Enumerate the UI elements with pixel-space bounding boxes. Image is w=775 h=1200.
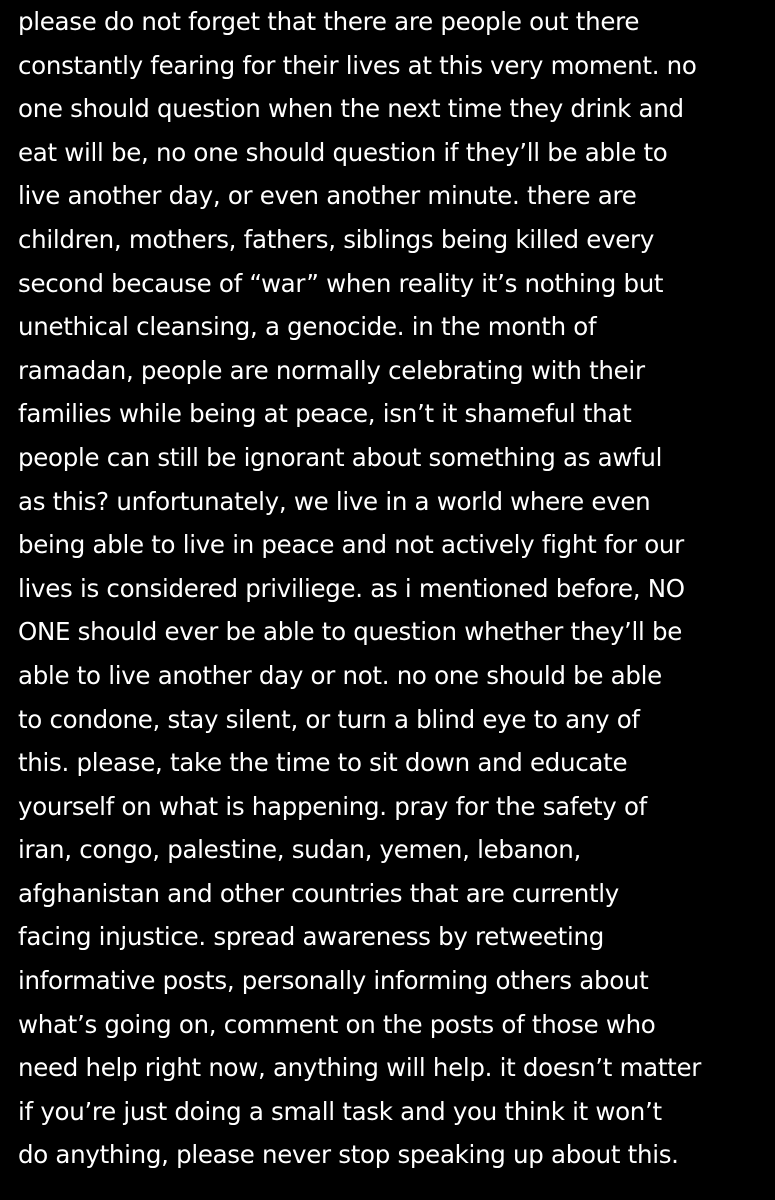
- note-line: informative posts, personally informing others about: [18, 966, 649, 996]
- note-line: afghanistan and other countries that are currently: [18, 878, 619, 908]
- note-line: constantly fearing for their lives at this very moment. no: [18, 50, 697, 80]
- note-line: lives is considered priviliege. as i mentioned before, NO: [18, 573, 685, 603]
- note-line: need help right now, anything will help. it doesn’t matter: [18, 1053, 702, 1083]
- note-line: this. please, take the time to sit down and educate: [18, 748, 628, 778]
- note-line: one should question when the next time they drink and: [18, 94, 684, 124]
- note-text-body: [18, 0, 763, 1177]
- note-line: as this? unfortunately, we live in a world where even: [18, 486, 651, 516]
- note-line: ONE should ever be able to question whether they’ll be: [18, 617, 683, 647]
- note-line: ramadan, people are normally celebrating with their: [18, 355, 645, 385]
- note-line: to condone, stay silent, or turn a blind eye to any of: [18, 704, 640, 734]
- note-line: iran, congo, palestine, sudan, yemen, lebanon,: [18, 835, 581, 865]
- note-line: unethical cleansing, a genocide. in the month of: [18, 312, 597, 342]
- note-line: if you’re just doing a small task and you think it won’t: [18, 1096, 662, 1126]
- note-line: being able to live in peace and not actively fight for our: [18, 530, 684, 560]
- note-line: second because of “war” when reality it’s nothing but: [18, 268, 664, 298]
- note-line: live another day, or even another minute. there are: [18, 181, 637, 211]
- note-line: families while being at peace, isn’t it shameful that: [18, 399, 632, 429]
- note-line: yourself on what is happening. pray for the safety of: [18, 791, 647, 821]
- note-line: what’s going on, comment on the posts of those who: [18, 1009, 656, 1039]
- note-line: do anything, please never stop speaking up about this.: [18, 1140, 679, 1170]
- note-line: people can still be ignorant about something as awful: [18, 442, 663, 472]
- note-line: facing injustice. spread awareness by retweeting: [18, 922, 604, 952]
- note-line: please do not forget that there are people out there: [18, 7, 640, 36]
- note-line: able to live another day or not. no one should be able: [18, 660, 662, 690]
- note-line: eat will be, no one should question if they’ll be able to: [18, 137, 668, 167]
- note-line: children, mothers, fathers, siblings being killed every: [18, 224, 655, 254]
